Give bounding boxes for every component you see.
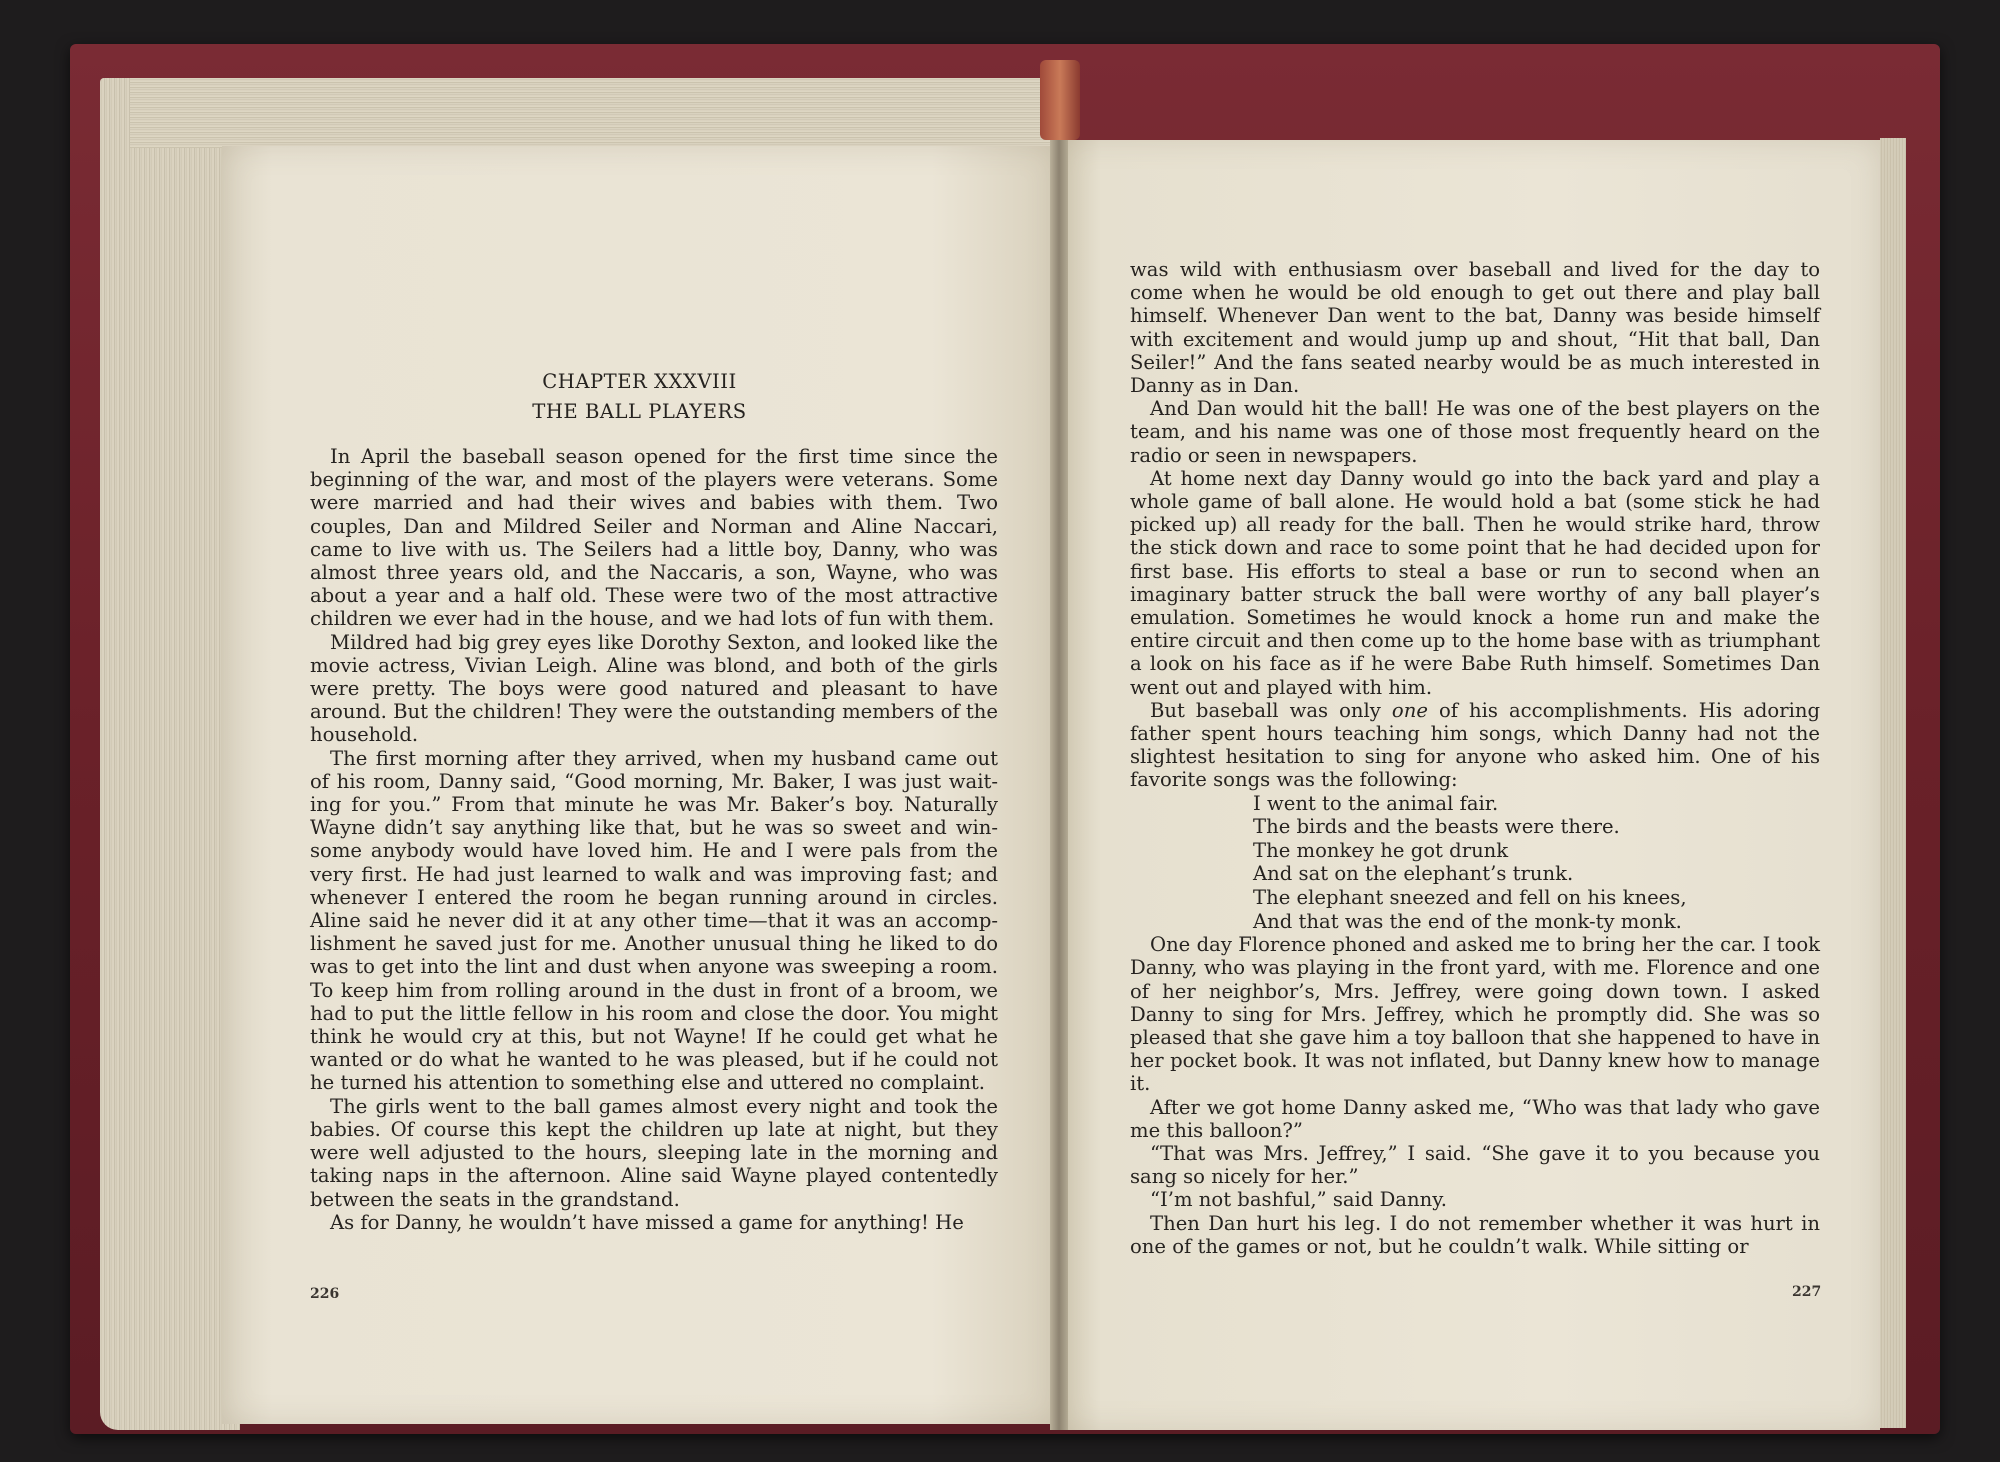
paragraph: After we got home Danny asked me, “Who was that lady who gave me this balloon?” xyxy=(1130,1095,1820,1142)
paragraph: Then Dan hurt his leg. I do not remember whether it was hurt in one of the games or not, but he couldn’t walk. While sitting or xyxy=(1130,1211,1820,1258)
book-spine-headband xyxy=(1040,60,1080,140)
gutter xyxy=(1050,140,1068,1430)
verse-line: The elephant sneezed and fell on his knees, xyxy=(1253,886,1687,910)
verse-line: The monkey he got drunk xyxy=(1253,838,1509,862)
paragraph: One day Florence phoned and asked me to bring her the car. I took Danny, who was playing in the front yard, with me. Florence and one of her neighbor’s, Mrs. Jeffrey, were going down town. I asked Danny to sing for Mrs. Jeffrey, which he promptly did. She was so pleased that she gave him a toy balloon that she happened to have in her pocket book. It was not inflated, but Danny knew how to manage it. xyxy=(1130,933,1820,1096)
verse-line: I went to the animal fair. xyxy=(1253,791,1499,815)
chapter-title: THE BALL PLAYERS xyxy=(532,400,747,423)
paragraph: “I’m not bashful,” said Danny. xyxy=(1150,1188,1447,1212)
left-page-text xyxy=(310,445,998,1234)
paragraph: At home next day Danny would go into the back yard and play a whole game of ball alone. He would hold a bat (some stick he had picked up) all ready for the ball. Then he would strike hard, throw the stick down and race to some point that he had decided upon for first base. His efforts to steal a base or run to second when an imaginary batter struck the ball were worthy of any ball player’s emulation. Sometimes he would knock a home run and make the entire circuit and then come up to the home base with as triumphant a look on his face as if he were Babe Ruth himself. Sometimes Dan went out and played with him. xyxy=(1130,466,1820,699)
text-run: of his accomplishments. His adoring father spent hours teaching him songs, which Danny had not the slightest hesitation to sing for anyone who asked him. One of his favorite songs was the following: xyxy=(1130,698,1820,792)
text-run: But baseball was only xyxy=(1150,698,1392,722)
paragraph: was wild with enthusiasm over baseball and lived for the day to come when he would be old enough to get out there and play ball himself. Whenever Dan went to the bat, Danny was beside himself with excitement and would jump up and shout, “Hit that ball, Dan Seiler!” And the fans seated nearby would be as much interested in Danny as in Dan. xyxy=(1130,258,1820,398)
song-verse xyxy=(1253,792,1820,934)
paragraph: Mildred had big grey eyes like Dorothy Sexton, and looked like the movie actress, Vivian Leigh. Aline was blond, and both of the girls were pretty. The boys were good natured and pleasant to have around. But the children! They were the outstanding members of the household. xyxy=(310,630,998,747)
paragraph: As for Danny, he wouldn’t have missed a game for anything! He xyxy=(330,1210,964,1234)
page-number-left: 226 xyxy=(310,1286,340,1302)
verse-line: And sat on the elephant’s trunk. xyxy=(1253,862,1574,886)
right-page-text xyxy=(1130,258,1820,1258)
paragraph: And Dan would hit the ball! He was one of the best players on the team, and his name was one of those most frequently heard on the radio or seen in newspapers. xyxy=(1130,397,1820,467)
italic-word: one xyxy=(1391,698,1428,722)
paragraph: The girls went to the ball games almost every night and took the babies. Of course this kept the children up late at night, but they were well adjusted to the hours, sleeping late in the morning and taking naps in the afternoon. Aline said Wayne played contentedly between the seats in the grandstand. xyxy=(310,1094,998,1211)
paragraph: In April the baseball season opened for the first time since the beginning of the war, and most of the players were veterans. Some were married and had their wives and babies with them. Two couples, Dan and Mildred Seiler and Norman and Aline Naccari, came to live with us. The Seilers had a little boy, Danny, who was almost three years old, and the Naccaris, a son, Wayne, who was about a year and a half old. These were two of the most attractive children we ever had in the house, and we had lots of fun with them. xyxy=(310,445,998,631)
paragraph xyxy=(1130,699,1820,792)
page-edges-left xyxy=(100,78,240,1430)
verse-line: The birds and the beasts were there. xyxy=(1253,815,1620,839)
page-edges-right xyxy=(1880,138,1906,1428)
paragraph: “That was Mrs. Jeffrey,” I said. “She gave it to you because you sang so nicely for her.” xyxy=(1130,1142,1820,1189)
paragraph: The first morning after they arrived, when my husband came out of his room, Danny said, “Good morning, Mr. Baker, I was just wait-ing for you.” From that minute he was Mr. Baker’s boy. Naturally Wayne didn’t say anything like that, but he was so sweet and win-some anybody would have loved him. He and I were pals from the very first. He had just learned to walk and was improving fast; and whenever I entered the room he began running around in circles. Aline said he never did it at any other time—that it was an accomp-lishment he saved just for me. Another unusual thing he liked to do was to get into the lint and dust when anyone was sweeping a room. To keep him from rolling around in the dust in front of a broom, we had to put the little fellow in his room and close the door. You might think he would cry at this, but not Wayne! If he could get what he wanted or do what he wanted to he was pleased, but if he could not he turned his attention to something else and uttered no complaint. xyxy=(310,746,998,1095)
chapter-number: CHAPTER XXXVIII xyxy=(542,370,737,393)
page-edges-top xyxy=(130,78,1050,148)
page-number-right: 227 xyxy=(1792,1284,1822,1300)
verse-line: And that was the end of the monk-ty monk. xyxy=(1253,909,1682,933)
